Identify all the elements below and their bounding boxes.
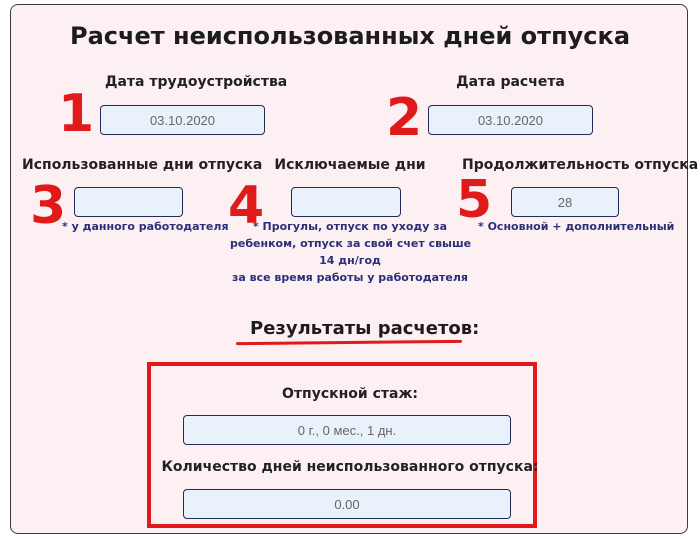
- calc-date-label: Дата расчета: [456, 74, 565, 90]
- excluded-days-note: [230, 218, 470, 286]
- excluded-days-note-line: 14 дн/год: [319, 254, 381, 267]
- marker-5: 5: [456, 170, 493, 230]
- vacation-length-label: Продолжительность отпуска: [462, 157, 699, 173]
- used-days-input[interactable]: [74, 187, 183, 217]
- marker-4: 4: [228, 176, 265, 236]
- calc-date-input[interactable]: [428, 105, 593, 135]
- excluded-days-note-line: * Прогулы, отпуск по уходу за: [252, 220, 448, 233]
- marker-3: 3: [30, 176, 67, 236]
- vacation-tenure-label: Отпускной стаж:: [282, 386, 418, 402]
- page-title: Расчет неиспользованных дней отпуска: [69, 22, 631, 50]
- marker-2: 2: [386, 88, 423, 148]
- excluded-days-note-line: за все время работы у работодателя: [231, 271, 468, 284]
- excluded-days-note-line: ребенком, отпуск за свой счет свыше: [230, 237, 472, 250]
- excluded-days-label: Исключаемые дни: [274, 157, 426, 173]
- unused-days-output: [183, 489, 511, 519]
- vacation-length-note: * Основной + дополнительный: [478, 220, 675, 233]
- unused-days-label: Количество дней неиспользованного отпуска:: [161, 459, 539, 475]
- used-days-label: Использованные дни отпуска: [22, 157, 263, 173]
- vacation-tenure-output: [183, 415, 511, 445]
- marker-1: 1: [58, 84, 95, 144]
- vacation-length-input[interactable]: [511, 187, 619, 217]
- excluded-days-input[interactable]: [291, 187, 401, 217]
- results-title: Результаты расчетов:: [250, 318, 480, 339]
- hire-date-label: Дата трудоустройства: [105, 74, 288, 90]
- used-days-note: * у данного работодателя: [62, 220, 229, 233]
- hire-date-input[interactable]: [100, 105, 265, 135]
